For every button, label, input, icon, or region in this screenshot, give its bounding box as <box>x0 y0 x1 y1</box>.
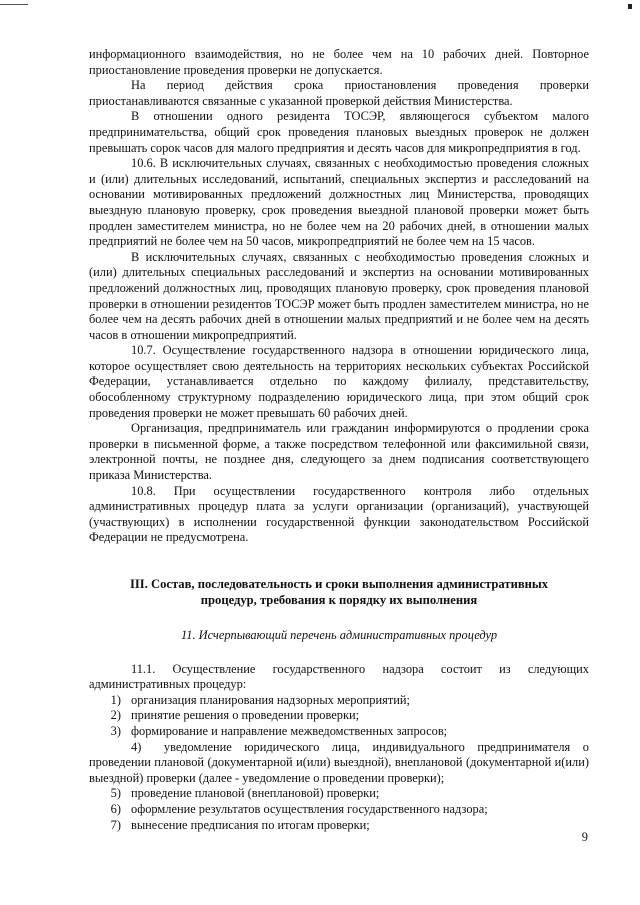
list-item-number: 1) <box>110 692 121 707</box>
list-item-number: 7) <box>110 817 121 832</box>
list-item <box>89 724 589 740</box>
paragraph-notification: Организация, предприниматель или гражданин информируются о продлении срока проверки в письменной форме, а также посредством телефонной или факсимильной связи, электронной почты, не позднее дня, следующего за днем подписания соответствующего приказа Министерства. <box>89 421 589 483</box>
list-item <box>89 818 589 834</box>
paragraph-tosear-limit: В отношении одного резидента ТОСЭР, являющегося субъектом малого предпринимательства, общий срок проведения плановых выездных проверок не должен превышать сорок часов для малого предприятия и десять часов для микропредприятия в год. <box>89 109 589 155</box>
list-item <box>89 693 589 709</box>
list-item-number: 2) <box>110 708 121 723</box>
paragraph-suspension: На период действия срока приостановления проведения проверки приостанавливаются связанные с указанной проверкой действия Министерства. <box>89 78 589 108</box>
list-item-text: оформление результатов осуществления государственного надзора; <box>131 801 488 816</box>
list-item <box>89 740 589 787</box>
list-item-text: формирование и направление межведомственных запросов; <box>131 723 448 738</box>
list-item-text: вынесение предписания по итогам проверки; <box>131 817 370 832</box>
list-item-text: организация планирования надзорных мероприятий; <box>131 692 410 707</box>
page-number: 9 <box>581 830 588 844</box>
list-item-number: 4) <box>131 739 142 754</box>
list-item <box>89 802 589 818</box>
list-item <box>89 786 589 802</box>
list-item-text: принятие решения о проведении проверки; <box>131 708 360 723</box>
paragraph-10-6: 10.6. В исключительных случаях, связанных с необходимостью проведения сложных и (или) длительных исследований, испытаний, специальных экспертиз и расследований на основании мотивированных предложений должностных лиц Министерства, проводящих выездную плановую проверку, срок проведения выездной плановой проверки может быть продлен заместителем министра, но не более чем на 20 рабочих дней, в отношении малых предприятий не более чем на 50 часов, микропредприятий не более чем на 15 часов. <box>89 156 589 249</box>
list-item-text: уведомление юридического лица, индивидуального предпринимателя о проведении плановой (документарной и(или) выездной), внеплановой (документарной и(или) выездной) проверки (далее - уведомление о проведении проверки); <box>89 739 589 785</box>
paragraph-11-1: 11.1. Осуществление государственного надзора состоит из следующих административных процедур: <box>89 661 589 692</box>
list-item-number: 3) <box>110 723 121 738</box>
section-heading: III. Состав, последовательность и сроки выполнения административных процедур, требования к порядку их выполнения <box>129 577 549 607</box>
paragraph-continuation: информационного взаимодействия, но не более чем на 10 рабочих дней. Повторное приостановление проведения проверки не допускается. <box>89 47 589 77</box>
paragraph-10-8: 10.8. При осуществлении государственного контроля либо отдельных административных процедур плата за услуги организации (организаций), участвующей (участвующих) в исполнении государственной функции законодательством Российской Федерации не предусмотрена. <box>89 483 589 545</box>
procedure-list <box>89 693 589 833</box>
list-item <box>89 708 589 724</box>
list-item-number: 6) <box>110 801 121 816</box>
list-item-text: проведение плановой (внеплановой) проверки; <box>131 786 380 801</box>
list-item-number: 5) <box>110 786 121 801</box>
scan-corner-mark <box>628 4 632 9</box>
scan-edge-mark <box>0 4 28 5</box>
paragraph-exceptional-cases: В исключительных случаях, связанных с необходимостью проведения сложных и (или) длительных специальных расследований и экспертиз на основании мотивированных предложений должностных лиц, проводящих плановую проверку, срок проведения плановой проверки в отношении резидентов ТОСЭР может быть продлен заместителем министра, но не более чем на десять рабочих дней в отношении малых предприятий и не более чем на десять часов в отношении микропредприятий. <box>89 249 589 342</box>
document-page <box>89 47 589 833</box>
paragraph-10-7: 10.7. Осуществление государственного надзора в отношении юридического лица, которое осуществляет свою деятельность на территориях нескольких субъектах Российской Федерации, устанавливается отдельно по каждому филиалу, представительству, обособленному структурному подразделению юридического лица, при этом общий срок проведения проверки не может превышать 60 рабочих дней. <box>89 343 589 420</box>
section-subheading: 11. Исчерпывающий перечень административных процедур <box>180 628 498 642</box>
